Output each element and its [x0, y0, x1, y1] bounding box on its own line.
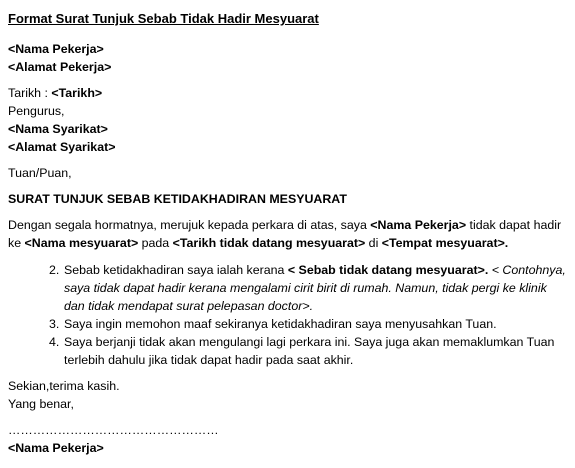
signature-line: ……………………………………………: [8, 423, 219, 437]
list-line: saya tidak dapat hadir kerana mengalami cirit birit di rumah. Namun, tidak pergi ke klinik: [64, 281, 547, 295]
intro-placeholder-place: <Tempat mesyuarat>.: [381, 236, 509, 250]
intro-text: tidak dapat hadir: [466, 218, 562, 232]
sign-off: Yang benar,: [8, 397, 74, 411]
document-title: Format Surat Tunjuk Sebab Tidak Hadir Mesyuarat: [8, 11, 319, 26]
item-placeholder-reason: < Sebab tidak datang mesyuarat>.: [287, 263, 489, 277]
intro-text: di: [365, 236, 382, 250]
intro-placeholder-meeting: <Nama mesyuarat>: [24, 236, 139, 250]
list-number: 4.: [49, 335, 60, 349]
intro-placeholder-name: <Nama Pekerja>: [370, 218, 467, 232]
intro-text: ke: [8, 236, 25, 250]
recipient-address: <Alamat Syarikat>: [8, 140, 116, 154]
date-label: Tarikh :: [8, 86, 52, 100]
intro-line-2: [8, 234, 508, 252]
sender-address: <Alamat Pekerja>: [8, 60, 112, 74]
closing-line: Sekian,terima kasih.: [8, 379, 120, 393]
intro-text: Dengan segala hormatnya, merujuk kepada perkara di atas, saya: [8, 218, 371, 232]
list-number: 3.: [49, 317, 60, 331]
intro-text: pada: [138, 236, 173, 250]
list-line: Saya ingin memohon maaf sekiranya ketidakhadiran saya menyusahkan Tuan.: [64, 317, 497, 331]
intro-placeholder-date: <Tarikh tidak datang mesyuarat>: [172, 236, 366, 250]
list-line: Saya berjanji tidak akan mengulangi lagi perkara ini. Saya juga akan memaklumkan Tuan: [64, 335, 555, 349]
list-line: dan tidak mendapat surat pelepasan doctor>.: [64, 299, 314, 313]
list-line: terlebih dahulu jika tidak dapat hadir pada saat akhir.: [64, 353, 354, 367]
recipient-company: <Nama Syarikat>: [8, 122, 108, 136]
date-line: [8, 84, 102, 102]
signer-name: <Nama Pekerja>: [8, 441, 104, 455]
greeting: Tuan/Puan,: [8, 166, 72, 180]
item-example: < Contohnya,: [488, 263, 566, 277]
intro-line-1: [8, 216, 561, 234]
sender-name: <Nama Pekerja>: [8, 42, 104, 56]
item-text: Sebab ketidakhadiran saya ialah kerana: [64, 263, 288, 277]
list-number: 2.: [49, 263, 60, 277]
recipient-title: Pengurus,: [8, 104, 65, 118]
list-line: [64, 261, 566, 279]
subject-heading: SURAT TUNJUK SEBAB KETIDAKHADIRAN MESYUARAT: [8, 192, 347, 206]
date-value: <Tarikh>: [51, 86, 103, 100]
